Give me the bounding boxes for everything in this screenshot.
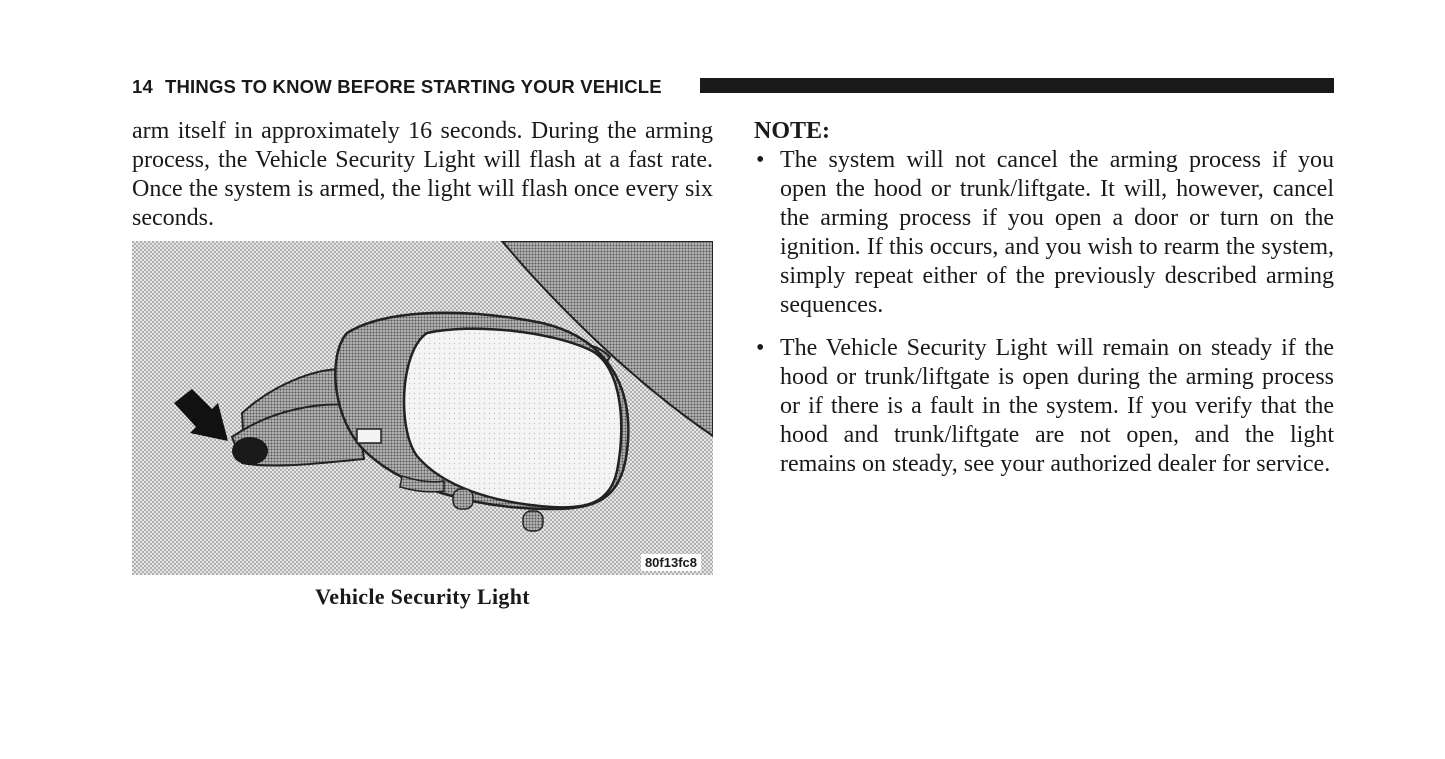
mirror-illustration [132, 241, 713, 575]
page-number: 14 [132, 76, 153, 97]
header-text [132, 76, 662, 98]
section-title: THINGS TO KNOW BEFORE STARTING YOUR VEHICLE [164, 76, 662, 97]
left-column [132, 117, 713, 233]
page-header [132, 74, 1334, 100]
note-bullet-item [754, 146, 1334, 320]
right-column [754, 117, 1334, 493]
bullet-dot-icon: • [756, 335, 765, 361]
note-label: NOTE: [754, 118, 831, 144]
note-bullet-item [754, 334, 1334, 479]
rearview-mirror-figure [132, 241, 713, 575]
header-rule [700, 78, 1334, 93]
figure-caption: Vehicle Security Light [315, 584, 530, 609]
figure-code: 80f13fc8 [641, 554, 701, 571]
note-bullet-text: The system will not cancel the arming process if you open the hood or trunk/liftgate. It will, however, cancel the arming process if you open a door or turn on the ignition. If this occurs, and you wish to rearm the system, simply repeat either of the previously described arming sequences. [780, 147, 1334, 318]
note-bullet-text: The Vehicle Security Light will remain on steady if the hood or trunk/liftgate is open during the arming process or if there is a fault in the system. If you verify that the hood and trunk/liftgate are not open, and the light remains on steady, see your authorized dealer for service. [780, 335, 1334, 477]
bullet-dot-icon: • [756, 147, 765, 173]
left-paragraph: arm itself in approximately 16 seconds. During the arming process, the Vehicle Security Light will flash at a fast rate. Once the system is armed, the light will flash once every six seconds. [132, 118, 713, 231]
